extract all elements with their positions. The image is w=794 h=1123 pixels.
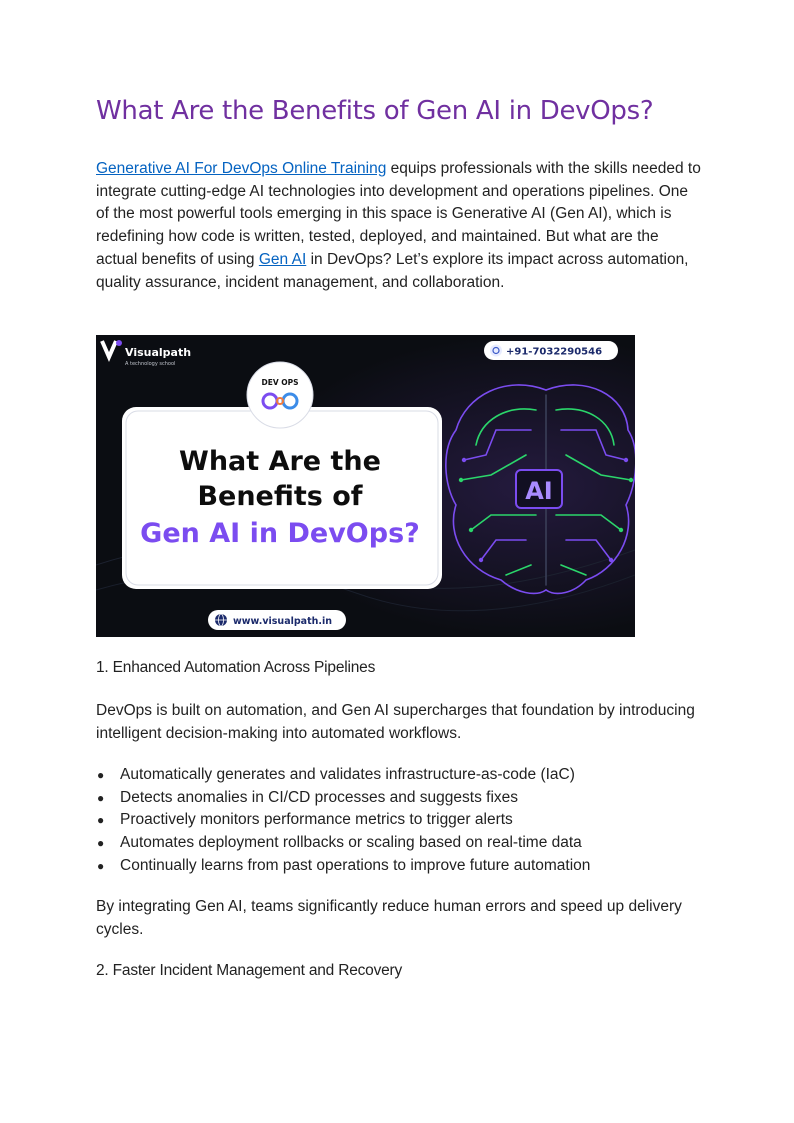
bullet-icon: ● bbox=[97, 836, 105, 851]
ai-chip-label: AI bbox=[525, 477, 553, 505]
bullet-icon: ● bbox=[97, 858, 105, 873]
training-link[interactable]: Generative AI For DevOps Online Training bbox=[96, 160, 387, 177]
section-1-paragraph: DevOps is built on automation, and Gen AI supercharges that foundation by introducing intelligent decision-making into automated workflows. bbox=[96, 702, 695, 742]
globe-icon bbox=[215, 614, 227, 626]
bullet-icon: ● bbox=[97, 768, 105, 782]
list-item: ● Detects anomalies in CI/CD processes and suggests fixes bbox=[120, 787, 720, 810]
section-1-bullet-list bbox=[96, 764, 720, 878]
page-title: What Are the Benefits of Gen AI in DevOps? bbox=[96, 96, 654, 126]
intro-paragraph bbox=[96, 158, 701, 294]
website-url: www.visualpath.in bbox=[233, 616, 333, 627]
bullet-icon: ● bbox=[97, 813, 105, 828]
banner-title-line-2: Benefits of bbox=[197, 481, 363, 512]
gen-ai-link[interactable]: Gen AI bbox=[258, 250, 307, 268]
list-item: ● Continually learns from past operations to improve future automation bbox=[120, 855, 720, 878]
list-item: ● Automatically generates and validates infrastructure-as-code (IaC) bbox=[120, 764, 720, 787]
section-2-heading: 2. Faster Incident Management and Recovery bbox=[96, 962, 403, 979]
intro-text-1: equips professionals with the skills needed to integrate cutting-edge AI technologies into development and operations pipelines. One of the most powerful tools emerging in this space is Generative AI (Gen AI), which is redefining how code is written, tested, deployed, and maintained. But what are the actual benefits of using bbox=[96, 160, 701, 268]
intro-text-2: in DevOps? Let’s explore its impact across automation, quality assurance, incident management, and collaboration. bbox=[96, 250, 689, 291]
phone-icon bbox=[490, 345, 502, 357]
banner-image bbox=[96, 335, 635, 637]
phone-number: +91-7032290546 bbox=[506, 346, 603, 358]
devops-badge-label: DEV OPS bbox=[261, 378, 299, 387]
brand-name: Visualpath bbox=[125, 346, 192, 359]
banner-title-line-1: What Are the bbox=[179, 446, 381, 477]
banner-title-line-3: Gen AI in DevOps? bbox=[140, 518, 420, 549]
list-item: ● Automates deployment rollbacks or scaling based on real-time data bbox=[120, 832, 720, 855]
bullet-icon: ● bbox=[97, 790, 105, 805]
section-1-heading: 1. Enhanced Automation Across Pipelines bbox=[96, 659, 376, 676]
devops-badge bbox=[247, 362, 313, 428]
brand-tagline: A technology school bbox=[125, 361, 176, 367]
list-item: ● Proactively monitors performance metrics to trigger alerts bbox=[120, 809, 720, 832]
section-1-closing: By integrating Gen AI, teams significantly reduce human errors and speed up delivery cycles. bbox=[96, 898, 682, 938]
